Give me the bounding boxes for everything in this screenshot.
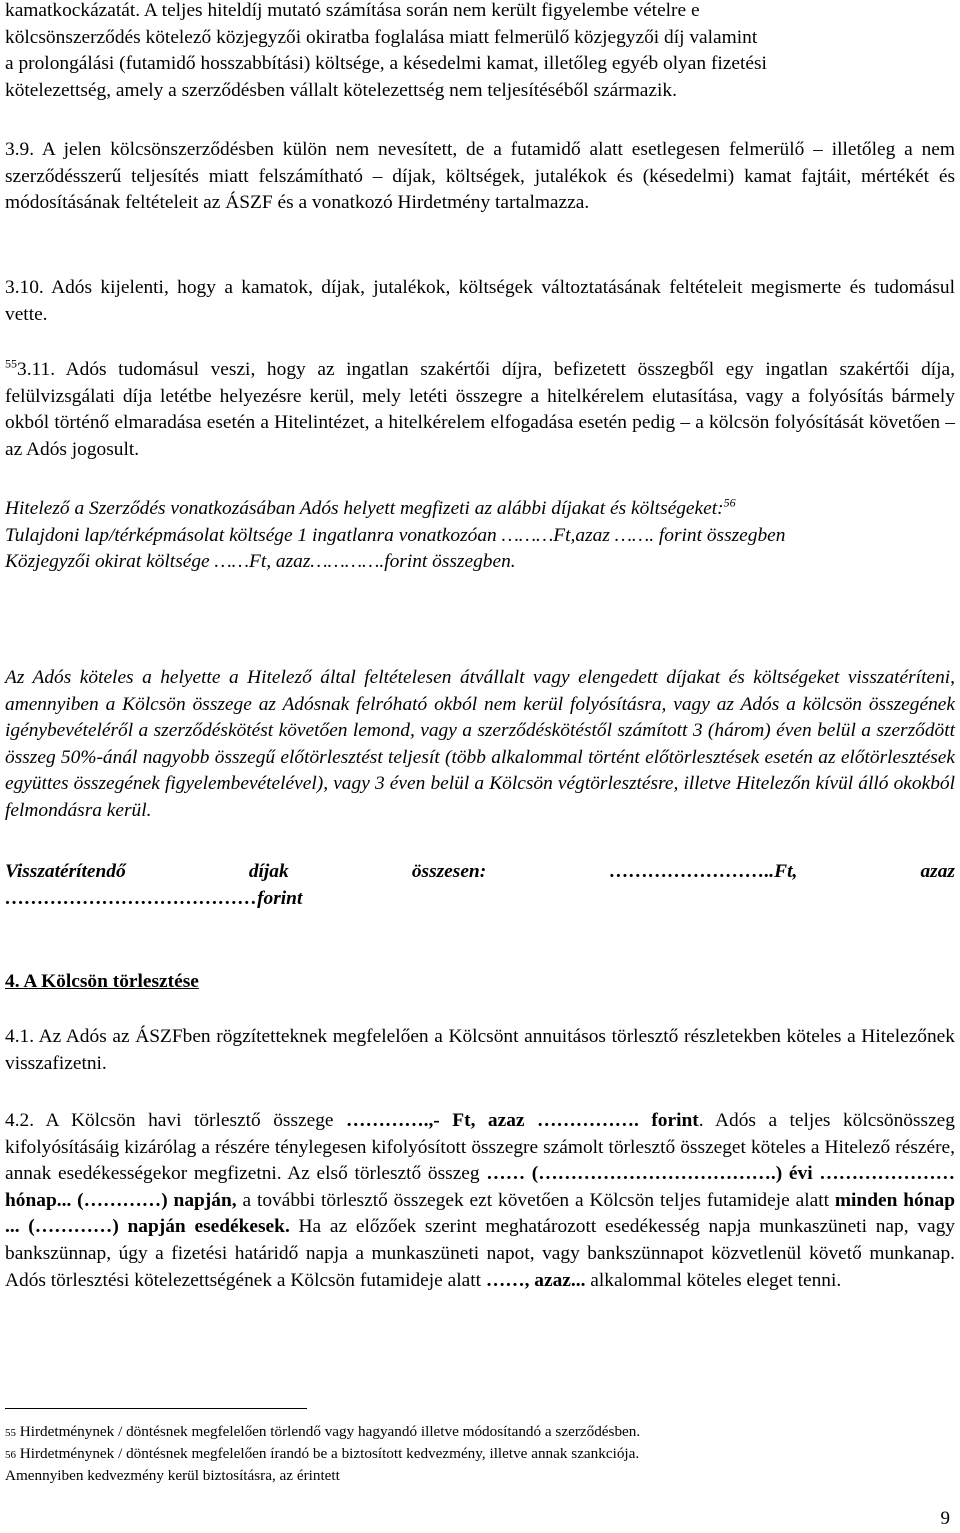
footnote-number: 56: [5, 1449, 16, 1461]
footnote-ref-55[interactable]: 55: [5, 356, 17, 371]
footnote-56: [5, 1444, 639, 1464]
refund-total-line: [5, 859, 955, 886]
text-run: . Adós a teljes kölcsönösszeg kifolyósításáig kizárólag a részére ténylegesen kifolyósított összegre számolt törlesztő összeget köteles a Hitelező részére, annak esedékességekor megfizetni. Az első törlesztő összeg: [5, 1110, 955, 1185]
section-4-1: [5, 1024, 955, 1077]
refund-word: összesen:: [411, 861, 487, 882]
italic-fees-block: [5, 496, 955, 576]
text-line: kölcsönszerződés kötelező közjegyzői okiratba foglalása miatt felmerülő közjegyzői díj valamint: [5, 26, 758, 48]
notary-fee-line: Közjegyzői okirat költsége ……Ft, azaz………….forint összegben.: [5, 551, 516, 573]
fees-intro: [5, 496, 955, 523]
title-deed-fee-line: Tulajdoni lap/térképmásolat költsége 1 ingatlanra vonatkozóan ………Ft,azaz ……. forint összegben: [5, 524, 786, 546]
refund-total: [5, 859, 955, 912]
paragraph-continuation: [5, 0, 955, 104]
section-3-11: [5, 357, 955, 463]
refund-conditions: Az Adós köteles a helyette a Hitelező által feltételesen átvállalt vagy elengedett díjakat és költségeket visszatéríteni, amennyiben a Kölcsön összege az Adósnak felróható okból nem kerül folyósításra, vagy az Adós a kölcsön összegének igénybevételéről a szerződéskötést követően lemond, vagy a szerződéskötéstől számított 3 (három) éven belül a szerződött összeg 50%-ánál nagyobb összegű előtörlesztést teljesít (több alkalommal történt előtörlesztések esetén az előtörlesztések együttes összegének figyelembevételével), vagy 3 éven belül a Kölcsön végtörlesztésre, illetve Hitelezőn kívül álló okokból felmondásra kerül.: [5, 667, 955, 821]
section-3-9: [5, 137, 955, 217]
section-3-10: [5, 275, 955, 328]
footnote-number: 55: [5, 1427, 16, 1439]
footnote-text: Hirdetménynek / döntésnek megfelelően törlendő vagy hagyandó illetve módosítandó a szerződésben.: [16, 1423, 641, 1440]
section-4-2: [5, 1108, 955, 1294]
text-run: 4.2. A Kölcsön havi törlesztő összege: [5, 1110, 347, 1131]
footnote-55: [5, 1422, 640, 1442]
installment-amount-field: ………….,- Ft, azaz ……………. forint: [346, 1110, 699, 1131]
first-payment-date-field: …… (……………………………….) évi ………………… hónap... (…………) napján,: [5, 1163, 955, 1211]
text-line: kötelezettség, amely a szerződésben vállalt kötelezettség nem teljesítéséből származik.: [5, 79, 677, 101]
paragraph-3-9: 3.9. A jelen kölcsönszerződésben külön nem nevesített, de a futamidő alatt esetlegesen felmerülő – illetőleg a nem szerződésszerű teljesítés miatt felszámítható – díjak, költségek, jutalékok és (késedelmi) kamat fajtáit, mértékét és módosításának feltételeit az ÁSZF és a vonatkozó Hirdetmény tartalmazza.: [5, 139, 955, 214]
monthly-due-day-field: minden hónap ... (…………) napján esedékesek.: [5, 1189, 956, 1238]
fees-intro-text: Hitelező a Szerződés vonatkozásában Adós helyett megfizeti az alábbi díjakat és költségeket:: [5, 498, 724, 519]
text-run: alkalommal köteles eleget tenni.: [585, 1269, 842, 1291]
refund-forint-line: …………………………………forint: [5, 887, 303, 909]
paragraph-4-1: 4.1. Az Adós az ÁSZFben rögzítetteknek megfelelően a Kölcsönt annuitásos törlesztő részletekben köteles a Hitelezőnek visszafizetni.: [5, 1026, 955, 1074]
refund-amount-field: ……………………..Ft,: [609, 861, 798, 882]
text-run: a további törlesztő összegek ezt követően a Kölcsön teljes futamideje alatt: [236, 1189, 835, 1211]
italic-refund-paragraph: [5, 665, 955, 825]
paragraph-3-11-text: 3.11. Adós tudomásul veszi, hogy az ingatlan szakértői díjra, befizetett összegből egy ingatlan szakértői díja, felülvizsgálati díja letétbe helyezésre kerül, mely letéti összegre a hitelkérelem elutasítása, vagy a folyósítás bármely okból történő elmaradása esetén a Hitelintézet, a hitelkérelem elfogadása esetén pedig – a kölcsön folyósítását követően – az Adós jogosult.: [5, 359, 955, 460]
footnote-continuation: Amennyiben kedvezmény kerül biztosításra, az érintett: [5, 1467, 340, 1484]
footnote-text: Hirdetménynek / döntésnek megfelelően írandó be a biztosított kedvezmény, illetve annak szankciója.: [16, 1445, 640, 1462]
page-number: 9: [940, 1508, 950, 1529]
footnote-ref-56[interactable]: 56: [723, 495, 736, 510]
paragraph-3-11: [5, 357, 955, 463]
text-line: kamatkockázatát. A teljes hiteldíj mutató számítása során nem került figyelembe vételre e: [5, 0, 700, 21]
footnote-separator: [5, 1408, 307, 1409]
refund-word: Visszatérítendő: [5, 861, 126, 882]
text-line: a prolongálási (futamidő hosszabbítási) költsége, a késedelmi kamat, illetőleg egyéb olyan fizetési: [5, 53, 767, 75]
refund-word: díjak: [248, 861, 289, 882]
text-run: Ha az előzőek szerint meghatározott esedékesség napja munkaszüneti nap, vagy bankszünnap, úgy a fizetési határidő napja a munkaszüneti napot, vagy bankszünnapot közvetlenül követő munkanap. Adós törlesztési kötelezettségének a Kölcsön futamideje alatt: [5, 1216, 955, 1291]
paragraph-4-2: [5, 1108, 955, 1294]
section-4-heading: 4. A Kölcsön törlesztése: [5, 971, 199, 992]
refund-word: azaz: [920, 861, 955, 882]
section-4: [5, 969, 955, 996]
installment-count-field: ……, azaz...: [485, 1269, 586, 1291]
paragraph-3-10: 3.10. Adós kijelenti, hogy a kamatok, díjak, jutalékok, költségek változtatásának feltételeit megismerte és tudomásul vette.: [5, 277, 955, 325]
